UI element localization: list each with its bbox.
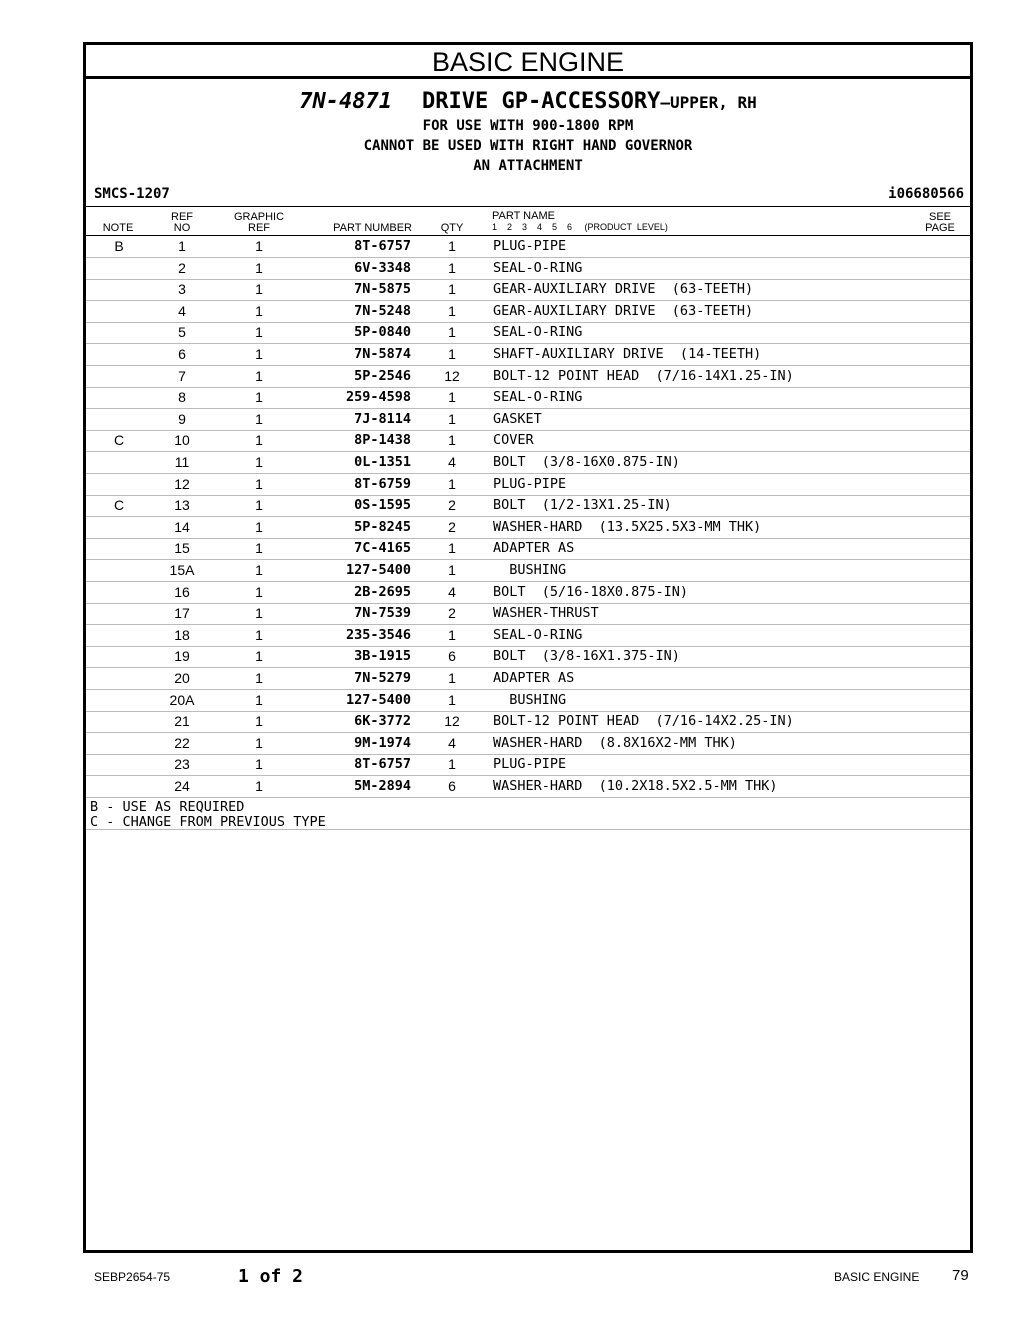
table-row: [86, 258, 970, 280]
ref-no-cell: 14: [174, 518, 190, 535]
note-cell: [104, 603, 134, 624]
group-part-number: 7N-4871: [299, 89, 392, 114]
graphic-ref-cell: 1: [255, 389, 263, 406]
col-part-name: PART NAME: [492, 210, 555, 222]
graphic-ref-cell: 1: [255, 713, 263, 730]
note-cell: [104, 301, 134, 322]
smcs-code: SMCS-1207: [94, 186, 170, 202]
note-cell: [104, 646, 134, 667]
part-name-cell: SEAL-O-RING: [493, 626, 583, 643]
part-number-cell: 5P-2546: [354, 367, 411, 384]
group-name: DRIVE GP-ACCESSORY: [421, 89, 661, 114]
note-cell: [104, 344, 134, 365]
table-row: [86, 236, 970, 258]
qty-cell: 1: [448, 238, 456, 254]
part-number-cell: 7J-8114: [354, 410, 411, 427]
table-row: [86, 625, 970, 647]
note-cell: C: [113, 497, 125, 514]
col-qty: QTY: [440, 222, 464, 234]
ref-no-cell: 19: [174, 648, 190, 665]
qty-cell: 12: [444, 713, 460, 730]
note-cell: [104, 733, 134, 754]
table-row: [86, 430, 970, 452]
qty-cell: 1: [448, 410, 456, 427]
qty-cell: 4: [448, 583, 456, 600]
note-cell: C: [113, 432, 125, 449]
note-cell: [104, 538, 134, 559]
table-row: [86, 711, 970, 733]
qty-cell: 1: [448, 432, 456, 449]
ref-no-cell: 11: [174, 454, 190, 470]
graphic-ref-cell: 1: [255, 583, 263, 600]
graphic-ref-cell: 1: [255, 410, 263, 427]
note-cell: [104, 711, 134, 732]
ref-no-cell: 20: [174, 670, 190, 686]
ref-no-cell: 15: [174, 540, 190, 557]
qty-cell: 6: [448, 648, 456, 665]
part-name-cell: SEAL-O-RING: [493, 324, 583, 341]
part-number-cell: 259-4598: [345, 389, 411, 406]
graphic-ref-cell: 1: [255, 691, 263, 708]
ref-no-cell: 20A: [169, 691, 195, 708]
table-row: [86, 517, 970, 539]
graphic-ref-cell: 1: [255, 605, 263, 622]
col-see-bottom: PAGE: [925, 222, 955, 234]
ref-no-cell: 6: [178, 346, 186, 362]
footer-doc-id: SEBP2654-75: [94, 1270, 171, 1284]
part-number-cell: 8T-6759: [354, 475, 411, 492]
ref-no-cell: 22: [174, 734, 190, 751]
table-row: [86, 582, 970, 604]
ref-no-cell: 8: [178, 389, 186, 406]
part-name-cell: PLUG-PIPE: [493, 756, 567, 773]
note-cell: [104, 409, 134, 430]
table-row: [86, 495, 970, 517]
ref-no-cell: 16: [174, 583, 190, 600]
footer-section: BASIC ENGINE: [834, 1270, 920, 1284]
part-name-cell: WASHER-HARD (13.5X25.5X3-MM THK): [493, 518, 762, 535]
part-name-cell: BOLT (5/16-18X0.875-IN): [493, 583, 689, 600]
heading-line-2: CANNOT BE USED WITH RIGHT HAND GOVERNOR: [363, 138, 693, 154]
graphic-ref-cell: 1: [255, 562, 263, 578]
qty-cell: 1: [448, 389, 456, 406]
notes-rule: [86, 829, 970, 830]
part-name-cell: BOLT (3/8-16X0.875-IN): [493, 454, 680, 470]
part-number-cell: 5M-2894: [354, 778, 411, 794]
table-row: [86, 603, 970, 625]
heading-line-1: FOR USE WITH 900-1800 RPM: [422, 118, 634, 134]
ref-no-cell: 10: [174, 432, 190, 449]
col-note: NOTE: [102, 222, 134, 234]
qty-cell: 2: [448, 518, 456, 535]
part-number-cell: 7N-5874: [354, 346, 411, 362]
part-number-cell: 235-3546: [345, 626, 411, 643]
part-name-cell: BOLT (1/2-13X1.25-IN): [493, 497, 672, 514]
graphic-ref-cell: 1: [255, 238, 263, 254]
part-number-cell: 7C-4165: [354, 540, 411, 557]
graphic-ref-cell: 1: [255, 497, 263, 514]
qty-cell: 1: [448, 346, 456, 362]
table-row: [86, 344, 970, 366]
note-cell: B: [114, 238, 124, 254]
table-row: [86, 387, 970, 409]
part-name-cell: ADAPTER AS: [493, 670, 575, 686]
part-name-cell: COVER: [493, 432, 534, 449]
part-number-cell: 6V-3348: [354, 259, 411, 276]
graphic-ref-cell: 1: [255, 540, 263, 557]
table-row: [86, 301, 970, 323]
note-cell: [104, 366, 134, 387]
ref-no-cell: 23: [174, 756, 190, 773]
footer-page-number: 79: [952, 1267, 969, 1284]
qty-cell: 1: [448, 562, 456, 578]
parts-page-frame: [83, 42, 973, 1253]
ref-no-cell: 2: [178, 259, 186, 276]
note-cell: [104, 452, 134, 473]
col-ref-top: REF: [171, 211, 193, 223]
part-name-cell: ADAPTER AS: [493, 540, 575, 557]
part-number-cell: 7N-5279: [354, 670, 411, 686]
part-number-cell: 8T-6757: [354, 756, 411, 773]
col-part-number: PART NUMBER: [333, 222, 412, 234]
graphic-ref-cell: 1: [255, 281, 263, 298]
group-name-suffix: —UPPER, RH: [660, 93, 757, 112]
table-row: [86, 279, 970, 301]
part-number-cell: 0S-1595: [354, 497, 411, 514]
ref-no-cell: 13: [174, 497, 190, 514]
part-name-cell: SHAFT-AUXILIARY DRIVE (14-TEETH): [493, 346, 762, 362]
col-graphic-top: GRAPHIC: [233, 211, 285, 223]
note-cell: [104, 776, 134, 797]
table-row: [86, 560, 970, 582]
ref-no-cell: 18: [174, 626, 190, 643]
table-row: [86, 452, 970, 474]
part-name-cell: WASHER-THRUST: [493, 605, 599, 622]
section-title: BASIC ENGINE: [86, 45, 970, 79]
col-see-top: SEE: [928, 211, 951, 223]
col-graphic-bottom: REF: [248, 222, 270, 234]
graphic-ref-cell: 1: [255, 259, 263, 276]
part-number-cell: 8T-6757: [354, 238, 411, 254]
part-number-cell: 7N-5248: [354, 302, 411, 319]
part-number-cell: 127-5400: [345, 562, 411, 578]
qty-cell: 2: [448, 497, 456, 514]
part-name-cell: BOLT-12 POINT HEAD (7/16-14X2.25-IN): [493, 713, 794, 730]
qty-cell: 2: [448, 605, 456, 622]
ref-no-cell: 15A: [169, 562, 195, 578]
part-number-cell: 0L-1351: [354, 454, 411, 470]
part-name-cell: PLUG-PIPE: [493, 475, 567, 492]
graphic-ref-cell: 1: [255, 346, 263, 362]
part-name-cell: BUSHING: [493, 562, 567, 578]
table-row: [86, 776, 970, 798]
note-b: B - USE AS REQUIRED: [90, 799, 245, 815]
qty-cell: 1: [448, 670, 456, 686]
part-number-cell: 5P-0840: [354, 324, 411, 341]
part-name-cell: WASHER-HARD (8.8X16X2-MM THK): [493, 734, 737, 751]
note-c: C - CHANGE FROM PREVIOUS TYPE: [90, 814, 326, 830]
qty-cell: 1: [448, 259, 456, 276]
graphic-ref-cell: 1: [255, 518, 263, 535]
part-name-cell: SEAL-O-RING: [493, 389, 583, 406]
qty-cell: 1: [448, 626, 456, 643]
ref-no-cell: 3: [178, 281, 186, 298]
table-row: [86, 474, 970, 496]
table-row: [86, 754, 970, 776]
header-top-rule: [86, 206, 970, 207]
part-number-cell: 7N-7539: [354, 605, 411, 622]
qty-cell: 1: [448, 281, 456, 298]
qty-cell: 4: [448, 734, 456, 751]
note-cell: [104, 690, 134, 711]
table-row: [86, 646, 970, 668]
graphic-ref-cell: 1: [255, 475, 263, 492]
table-row: [86, 366, 970, 388]
qty-cell: 1: [448, 475, 456, 492]
table-row: [86, 668, 970, 690]
part-name-cell: BOLT-12 POINT HEAD (7/16-14X1.25-IN): [493, 367, 794, 384]
graphic-ref-cell: 1: [255, 734, 263, 751]
note-cell: [104, 258, 134, 279]
col-product-level: 1 2 3 4 5 6 (PRODUCT LEVEL): [492, 222, 668, 232]
note-cell: [104, 474, 134, 495]
illustration-id: i06680566: [888, 186, 964, 202]
ref-no-cell: 4: [178, 302, 186, 319]
note-cell: [104, 625, 134, 646]
note-cell: [104, 387, 134, 408]
part-number-cell: 7N-5875: [354, 281, 411, 298]
part-name-cell: PLUG-PIPE: [493, 238, 567, 254]
note-cell: [104, 560, 134, 581]
note-cell: [104, 517, 134, 538]
part-number-cell: 6K-3772: [354, 713, 411, 730]
ref-no-cell: 21: [174, 713, 190, 730]
heading-line-3: AN ATTACHMENT: [473, 158, 583, 174]
ref-no-cell: 5: [178, 324, 186, 341]
graphic-ref-cell: 1: [255, 454, 263, 470]
graphic-ref-cell: 1: [255, 626, 263, 643]
part-number-cell: 5P-8245: [354, 518, 411, 535]
note-cell: [104, 322, 134, 343]
graphic-ref-cell: 1: [255, 324, 263, 341]
qty-cell: 4: [448, 454, 456, 470]
group-heading: [86, 89, 970, 114]
table-row: [86, 322, 970, 344]
part-number-cell: 2B-2695: [354, 583, 411, 600]
qty-cell: 1: [448, 324, 456, 341]
ref-no-cell: 24: [174, 778, 190, 794]
part-number-cell: 127-5400: [345, 691, 411, 708]
graphic-ref-cell: 1: [255, 302, 263, 319]
qty-cell: 1: [448, 756, 456, 773]
ref-no-cell: 12: [174, 475, 190, 492]
part-number-cell: 8P-1438: [354, 432, 411, 449]
part-number-cell: 9M-1974: [354, 734, 411, 751]
ref-no-cell: 9: [178, 410, 186, 427]
ref-no-cell: 17: [174, 605, 190, 622]
table-row: [86, 409, 970, 431]
part-name-cell: BUSHING: [493, 691, 567, 708]
graphic-ref-cell: 1: [255, 367, 263, 384]
note-cell: [104, 754, 134, 775]
part-name-cell: WASHER-HARD (10.2X18.5X2.5-MM THK): [493, 778, 778, 794]
qty-cell: 1: [448, 540, 456, 557]
note-cell: [104, 582, 134, 603]
graphic-ref-cell: 1: [255, 778, 263, 794]
graphic-ref-cell: 1: [255, 432, 263, 449]
part-name-cell: SEAL-O-RING: [493, 259, 583, 276]
note-cell: [104, 668, 134, 689]
qty-cell: 12: [444, 367, 460, 384]
part-name-cell: GASKET: [493, 410, 542, 427]
graphic-ref-cell: 1: [255, 670, 263, 686]
table-row: [86, 733, 970, 755]
graphic-ref-cell: 1: [255, 756, 263, 773]
part-name-cell: GEAR-AUXILIARY DRIVE (63-TEETH): [493, 302, 754, 319]
qty-cell: 1: [448, 691, 456, 708]
notes: [90, 800, 326, 830]
table-row: [86, 690, 970, 712]
ref-no-cell: 7: [178, 367, 186, 384]
part-number-cell: 3B-1915: [354, 648, 411, 665]
qty-cell: 6: [448, 778, 456, 794]
note-cell: [104, 279, 134, 300]
table-row: [86, 538, 970, 560]
graphic-ref-cell: 1: [255, 648, 263, 665]
ref-no-cell: 1: [178, 238, 186, 254]
footer-page-of: 1 of 2: [238, 1266, 304, 1287]
part-name-cell: BOLT (3/8-16X1.375-IN): [493, 648, 680, 665]
qty-cell: 1: [448, 302, 456, 319]
col-ref-bottom: NO: [173, 222, 191, 234]
part-name-cell: GEAR-AUXILIARY DRIVE (63-TEETH): [493, 281, 754, 298]
